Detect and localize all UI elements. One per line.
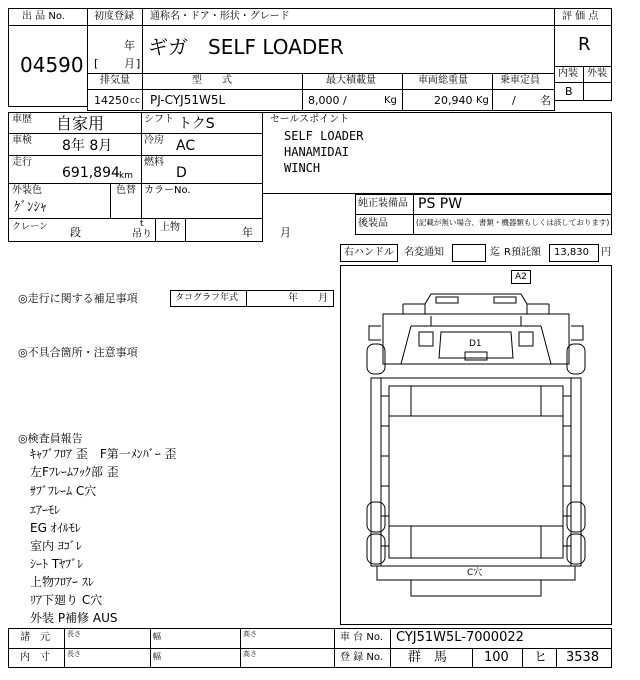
- driving-notes-label: ◎走行に関する補足事項: [18, 292, 138, 305]
- inspector-line-5: EG ｵｲﾙﾓﾚ: [30, 521, 81, 535]
- passengers-unit: 名: [540, 94, 551, 107]
- reg-class: 100: [484, 650, 509, 665]
- inspector-line-6: 室内 ﾖｺﾞﾚ: [30, 539, 82, 553]
- model: PJ-CYJ51W5L: [150, 93, 226, 107]
- lot-number: 04590: [20, 53, 84, 77]
- owner-change-box: [452, 244, 486, 262]
- inspector-line-9: ﾘｱ下廻り C穴: [30, 593, 103, 607]
- gross-weight-label: 車両総重量: [418, 75, 468, 86]
- capacity-unit: Kg: [384, 95, 397, 106]
- crane-stage: 段: [70, 226, 81, 239]
- inspection: 8年 8月: [62, 138, 113, 154]
- fuel-label: 燃料: [144, 157, 164, 168]
- inspector-line-10: 外装 P補修 AUS: [30, 611, 118, 625]
- displacement-label: 排気量: [100, 75, 130, 86]
- damage-mark-a2-label: A2: [515, 272, 527, 282]
- inspector-line-1: ｷｬﾌﾞﾌﾛｱ 歪 F第一ﾒﾝﾊﾞｰ 歪: [30, 447, 177, 461]
- capacity-label: 最大積載量: [326, 75, 376, 86]
- upper-label: 上物: [160, 222, 180, 233]
- model-label: 型 式: [192, 75, 232, 86]
- inspector-line-8: 上物ﾌﾛｱｰ ｽﾚ: [30, 575, 94, 589]
- bracket-open: [: [94, 57, 99, 70]
- inspector-line-7: ｼｰﾄ Tﾔﾌﾞﾚ: [30, 557, 84, 571]
- defects-label: ◎不具合箇所・注意事項: [18, 346, 138, 359]
- shift: トクS: [178, 116, 215, 132]
- recycle-value: 13,830: [554, 247, 589, 258]
- bracket-close: ]: [136, 57, 141, 70]
- dims-label: 諸 元: [20, 632, 50, 643]
- interior-score: B: [565, 85, 573, 98]
- capacity: 8,000 /: [308, 94, 347, 107]
- color-no-label: 色替: [116, 185, 136, 196]
- ext-color: ｹﾞﾝｼｬ: [14, 200, 47, 215]
- interior-label: 内装: [558, 68, 578, 79]
- exterior-label: 外装: [587, 68, 607, 79]
- crane-label: クレーン: [12, 222, 48, 232]
- gross-weight: 20,940: [434, 94, 473, 107]
- inspection-label: 車検: [12, 135, 32, 146]
- year-suffix: 年: [124, 39, 135, 52]
- sales-line-1: SELF LOADER: [284, 129, 364, 143]
- mileage: 691,894: [62, 165, 120, 181]
- dims-length-label: 長さ: [67, 630, 81, 638]
- sales-line-2: HANAMIDAI: [284, 145, 350, 159]
- reg-region: 群 馬: [408, 650, 448, 665]
- color-code-label: カラーNo.: [144, 185, 191, 196]
- aftermarket-note: (記載が無い場合、書類・機器類もしくは該しております): [416, 218, 610, 227]
- mileage-label: 走行: [12, 157, 32, 168]
- history-label: 車歴: [12, 114, 32, 125]
- aircon: AC: [176, 138, 196, 154]
- inner-label: 内 寸: [20, 652, 50, 663]
- displacement-unit: cc: [130, 96, 140, 106]
- mileage-unit: km: [119, 171, 133, 181]
- reg-label: 登 録 No.: [340, 652, 383, 663]
- recycle-label: R預託額: [504, 247, 541, 258]
- damage-mark-c: C穴: [467, 568, 483, 578]
- aircon-label: 冷房: [144, 135, 164, 146]
- genuine: PS PW: [418, 196, 463, 212]
- chassis-label: 車 台 No.: [340, 632, 383, 643]
- no-label: 迄: [490, 247, 500, 258]
- reg-number: 3538: [566, 650, 600, 665]
- chassis-number: CYJ51W5L-7000022: [396, 630, 524, 645]
- tacho-year: 年: [288, 293, 298, 304]
- dims-width-label: 幅: [153, 632, 161, 641]
- inspector-line-4: ｴｱｰﾓﾚ: [30, 503, 61, 517]
- inner-length-label: 長さ: [67, 650, 81, 658]
- inspector-line-3: ｻﾌﾞﾌﾚｰﾑ C穴: [30, 484, 97, 498]
- genuine-label: 純正装備品: [358, 198, 408, 209]
- upper-month: 月: [280, 226, 291, 239]
- upper-year: 年: [242, 226, 253, 239]
- sales-line-3: WINCH: [284, 161, 321, 175]
- reg-kana: ヒ: [534, 650, 548, 665]
- fuel: D: [176, 165, 187, 181]
- tacho-month: 月: [318, 293, 328, 304]
- dims-height-label: 高さ: [243, 630, 257, 638]
- inner-width-label: 幅: [153, 652, 161, 661]
- vehicle-diagram: [340, 265, 612, 625]
- month-suffix: 月: [124, 57, 135, 70]
- history: 自家用: [56, 114, 105, 133]
- inspector-label: ◎検査員報告: [18, 432, 83, 445]
- inspector-line-2: 左Fﾌﾚｰﾑﾌｯｸ部 歪: [30, 465, 119, 479]
- crane-lift: 吊り: [132, 229, 152, 240]
- recycle-unit: 円: [601, 247, 611, 258]
- car-name: ギガ SELF LOADER: [148, 35, 344, 59]
- passengers-label: 乗車定員: [500, 75, 540, 86]
- eval-label: 評 価 点: [562, 11, 599, 22]
- passengers: /: [512, 94, 516, 107]
- first-reg-label: 初度登録: [94, 11, 134, 22]
- gross-weight-unit: Kg: [476, 95, 489, 106]
- displacement: 14250: [94, 94, 129, 107]
- owner-change-label: 名変通知: [404, 247, 444, 258]
- lot-label: 出 品 No.: [22, 11, 65, 22]
- inner-height-label: 高さ: [243, 650, 257, 658]
- tacho-label: タコグラフ年式: [175, 293, 239, 303]
- steering: 右ハンドル: [344, 247, 394, 258]
- shift-label: シフト: [144, 114, 174, 125]
- ext-color-label: 外装色: [12, 185, 42, 196]
- damage-mark-d1: D1: [469, 339, 482, 349]
- name-label: 通称名・ドア・形状・グレード: [150, 11, 290, 22]
- crane-ton: t: [140, 219, 144, 229]
- aftermarket-label: 後装品: [358, 218, 388, 229]
- sales-label: セールスポイント: [270, 114, 350, 125]
- eval-score: R: [578, 34, 591, 55]
